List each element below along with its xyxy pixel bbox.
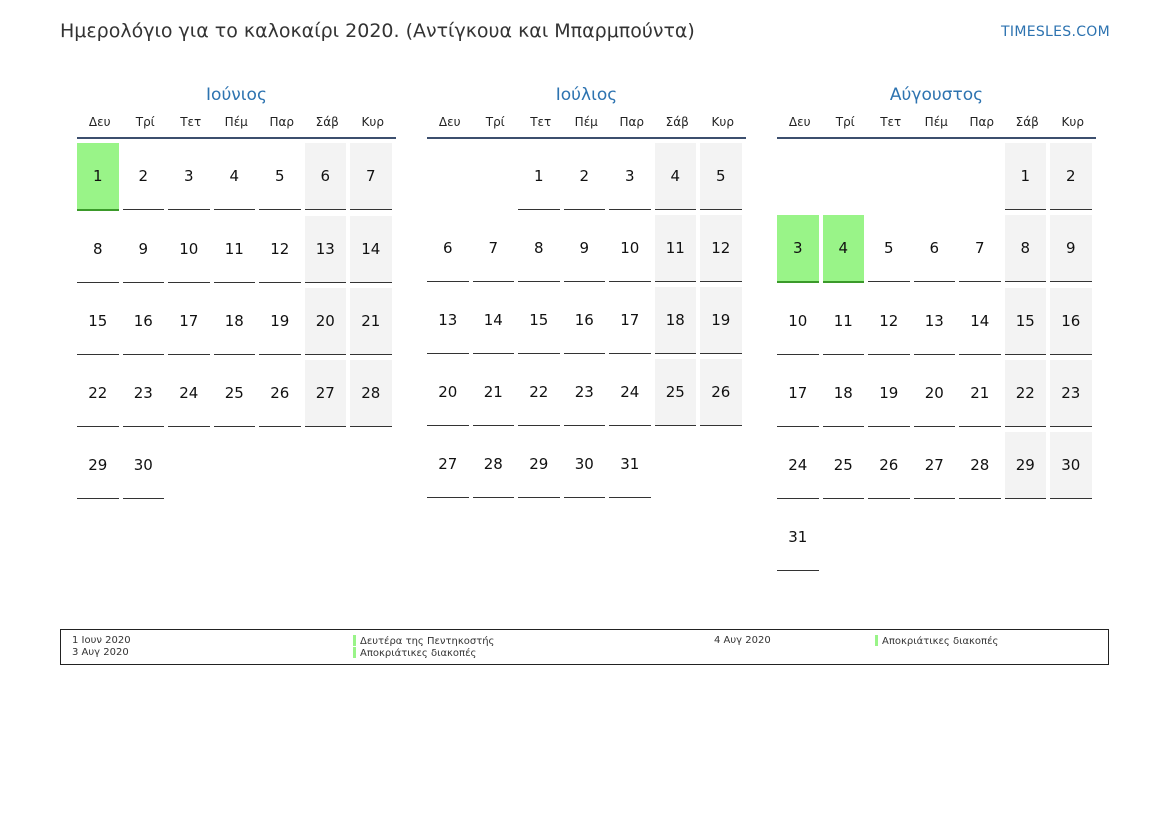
month-name: Ιούνιος	[206, 85, 267, 105]
day-cell: 24	[168, 360, 210, 427]
day-cell: 1	[1005, 143, 1047, 210]
empty-cell	[777, 143, 819, 209]
weekday-label: Σάβ	[1015, 115, 1039, 129]
day-cell: 20	[305, 288, 347, 355]
holiday-marker	[875, 635, 878, 646]
day-cell: 12	[868, 288, 910, 355]
holiday-day-cell: 1	[77, 143, 119, 211]
day-cell: 28	[473, 431, 515, 498]
day-cell: 29	[77, 432, 119, 499]
page-title: Ημερολόγιο για το καλοκαίρι 2020. (Αντίγκουα και Μπαρμπούντα)	[60, 20, 695, 42]
day-cell: 11	[655, 215, 697, 282]
month-june	[77, 80, 396, 499]
weekday-label: Κυρ	[711, 115, 734, 129]
day-cell: 17	[609, 287, 651, 354]
day-cell: 30	[1050, 432, 1092, 499]
weekday-label: Τρί	[485, 115, 505, 129]
day-cell: 27	[305, 360, 347, 427]
day-cell: 20	[914, 360, 956, 427]
weekday-label: Τετ	[180, 115, 202, 129]
weekday-header	[77, 114, 396, 139]
legend-holiday-label: Δευτέρα της Πεντηκοστής	[360, 636, 495, 647]
day-cell: 16	[123, 288, 165, 355]
empty-cell	[868, 143, 910, 209]
day-cell: 24	[777, 432, 819, 499]
weekday-label: Δευ	[788, 115, 811, 129]
day-cell: 16	[564, 287, 606, 354]
weekday-label: Πέμ	[924, 115, 948, 129]
day-cell: 2	[564, 143, 606, 210]
day-cell: 13	[427, 287, 469, 354]
day-cell: 5	[700, 143, 742, 210]
day-cell: 5	[259, 143, 301, 210]
day-cell: 19	[259, 288, 301, 355]
weekday-label: Παρ	[969, 115, 995, 129]
day-cell: 19	[868, 360, 910, 427]
month-july	[427, 80, 746, 498]
day-cell: 30	[123, 432, 165, 499]
day-cell: 26	[700, 359, 742, 426]
empty-cell	[959, 143, 1001, 209]
day-cell: 17	[168, 288, 210, 355]
day-cell: 18	[214, 288, 256, 355]
day-cell: 12	[700, 215, 742, 282]
holiday-marker	[353, 635, 356, 646]
day-cell: 20	[427, 359, 469, 426]
day-cell: 3	[609, 143, 651, 210]
day-cell: 21	[959, 360, 1001, 427]
day-cell: 22	[1005, 360, 1047, 427]
legend-date: 4 Αυγ 2020	[714, 635, 771, 646]
weekday-label: Κυρ	[361, 115, 384, 129]
day-cell: 19	[700, 287, 742, 354]
day-cell: 23	[123, 360, 165, 427]
day-cell: 17	[777, 360, 819, 427]
day-cell: 31	[777, 504, 819, 571]
holiday-legend	[60, 629, 1109, 665]
day-cell: 6	[305, 143, 347, 210]
weekday-label: Δευ	[438, 115, 461, 129]
empty-cell	[427, 143, 469, 209]
day-cell: 16	[1050, 288, 1092, 355]
day-cell: 14	[350, 216, 392, 283]
day-cell: 11	[214, 216, 256, 283]
day-cell: 24	[609, 359, 651, 426]
day-cell: 27	[427, 431, 469, 498]
day-cell: 2	[1050, 143, 1092, 210]
weekday-label: Πέμ	[574, 115, 598, 129]
day-grid	[77, 143, 396, 499]
day-grid	[427, 143, 746, 498]
day-cell: 4	[214, 143, 256, 210]
day-cell: 25	[655, 359, 697, 426]
empty-cell	[473, 143, 515, 209]
day-cell: 30	[564, 431, 606, 498]
day-cell: 13	[914, 288, 956, 355]
weekday-header	[427, 114, 746, 139]
day-cell: 18	[823, 360, 865, 427]
day-cell: 10	[168, 216, 210, 283]
day-cell: 22	[77, 360, 119, 427]
day-cell: 22	[518, 359, 560, 426]
day-cell: 21	[350, 288, 392, 355]
day-cell: 29	[518, 431, 560, 498]
weekday-label: Παρ	[269, 115, 295, 129]
holiday-day-cell: 3	[777, 215, 819, 283]
day-cell: 28	[959, 432, 1001, 499]
day-cell: 8	[1005, 215, 1047, 282]
month-name: Ιούλιος	[555, 85, 618, 105]
day-cell: 7	[350, 143, 392, 210]
weekday-header	[777, 114, 1096, 139]
day-cell: 14	[959, 288, 1001, 355]
day-cell: 12	[259, 216, 301, 283]
day-cell: 26	[259, 360, 301, 427]
day-cell: 21	[473, 359, 515, 426]
day-cell: 28	[350, 360, 392, 427]
day-cell: 29	[1005, 432, 1047, 499]
legend-holiday-label: Αποκριάτικες διακοπές	[360, 648, 477, 659]
site-link[interactable]: TIMESLES.COM	[1001, 24, 1110, 40]
legend-holiday-label: Αποκριάτικες διακοπές	[882, 636, 999, 647]
day-cell: 7	[473, 215, 515, 282]
day-cell: 2	[123, 143, 165, 210]
day-cell: 8	[518, 215, 560, 282]
weekday-label: Παρ	[619, 115, 645, 129]
day-cell: 31	[609, 431, 651, 498]
empty-cell	[823, 143, 865, 209]
day-cell: 18	[655, 287, 697, 354]
day-cell: 9	[123, 216, 165, 283]
weekday-label: Σάβ	[665, 115, 689, 129]
day-cell: 10	[609, 215, 651, 282]
day-cell: 23	[564, 359, 606, 426]
day-cell: 6	[914, 215, 956, 282]
legend-date: 1 Ιουν 2020	[72, 635, 131, 646]
weekday-label: Πέμ	[224, 115, 248, 129]
day-cell: 7	[959, 215, 1001, 282]
legend-holiday-name	[875, 635, 998, 648]
day-cell: 15	[1005, 288, 1047, 355]
day-cell: 3	[168, 143, 210, 210]
day-cell: 11	[823, 288, 865, 355]
day-cell: 4	[655, 143, 697, 210]
day-cell: 8	[77, 216, 119, 283]
day-cell: 5	[868, 215, 910, 282]
day-cell: 1	[518, 143, 560, 210]
day-cell: 9	[564, 215, 606, 282]
holiday-day-cell: 4	[823, 215, 865, 283]
day-cell: 23	[1050, 360, 1092, 427]
day-cell: 25	[214, 360, 256, 427]
month-name: Αύγουστος	[889, 85, 984, 105]
holiday-marker	[353, 647, 356, 658]
day-cell: 14	[473, 287, 515, 354]
day-cell: 10	[777, 288, 819, 355]
weekday-label: Τετ	[880, 115, 902, 129]
weekday-label: Δευ	[88, 115, 111, 129]
weekday-label: Κυρ	[1061, 115, 1084, 129]
day-cell: 9	[1050, 215, 1092, 282]
day-cell: 25	[823, 432, 865, 499]
day-cell: 15	[518, 287, 560, 354]
day-cell: 6	[427, 215, 469, 282]
legend-date: 3 Αυγ 2020	[72, 647, 129, 658]
empty-cell	[914, 143, 956, 209]
legend-holiday-name	[353, 647, 476, 660]
weekday-label: Τρί	[835, 115, 855, 129]
weekday-label: Σάβ	[315, 115, 339, 129]
day-cell: 15	[77, 288, 119, 355]
day-cell: 27	[914, 432, 956, 499]
month-august	[777, 80, 1096, 571]
weekday-label: Τρί	[135, 115, 155, 129]
day-grid	[777, 143, 1096, 571]
weekday-label: Τετ	[530, 115, 552, 129]
day-cell: 26	[868, 432, 910, 499]
day-cell: 13	[305, 216, 347, 283]
